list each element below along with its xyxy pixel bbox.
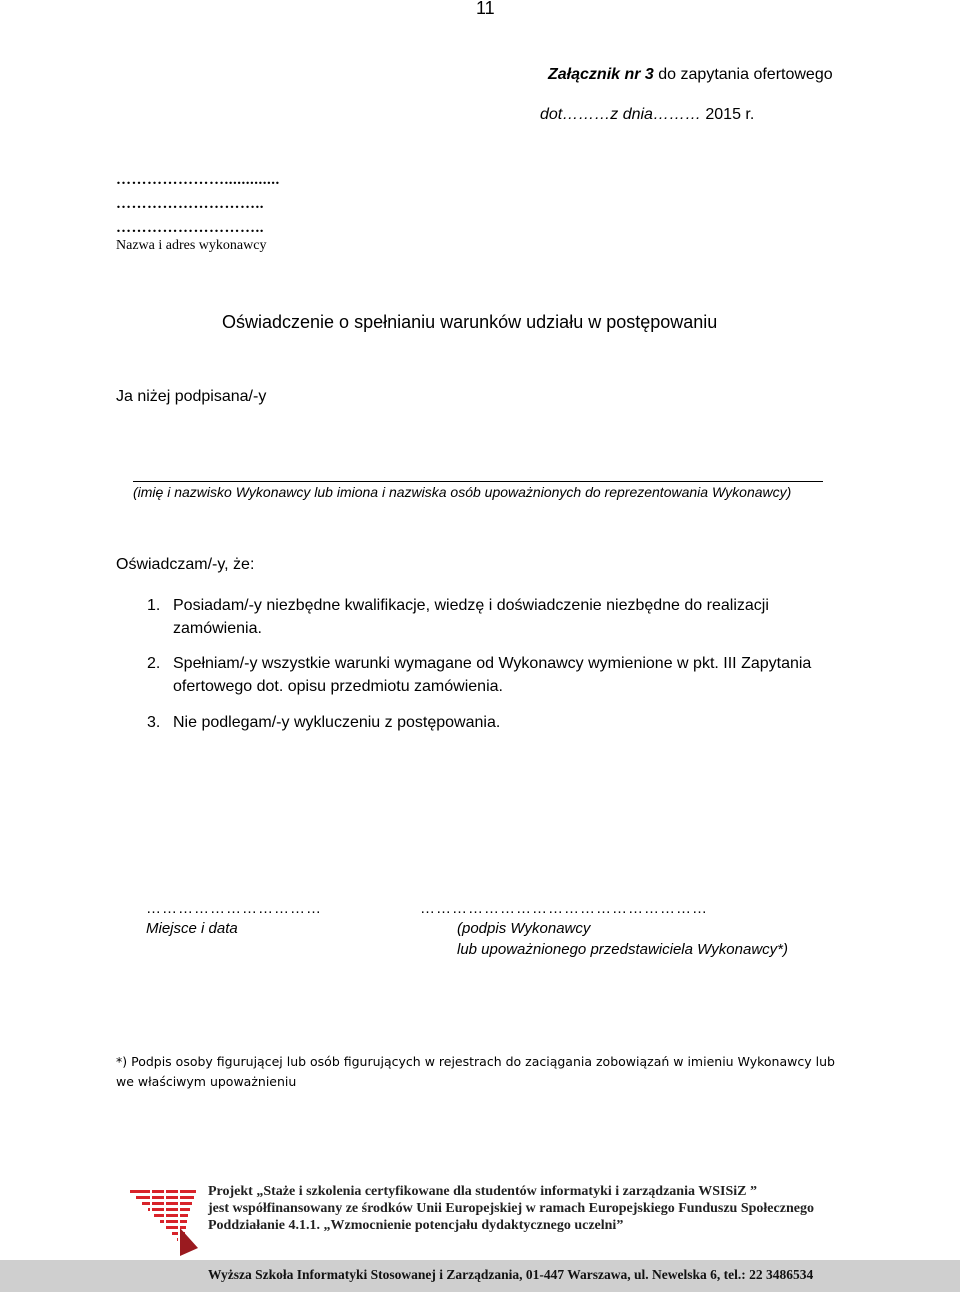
declaration-item	[147, 594, 827, 640]
project-line-3: Poddziałanie 4.1.1. „Wzmocnienie potencjału dydaktycznego uczelni”	[208, 1218, 624, 1233]
footnote: *) Podpis osoby figurującej lub osób figurujących w rejestrach do zaciągania zobowiązań w imieniu Wykonawcy lub we właściwym upoważnieniu	[116, 1054, 835, 1089]
signed-intro: Ja niżej podpisana/-y	[116, 388, 267, 405]
name-signature-rule	[133, 481, 823, 482]
footer-address: Wyższa Szkoła Informatyki Stosowanej i Zarządzania, 01-447 Warszawa, ul. Newelska 6, tel.: 22 3486534	[208, 1267, 814, 1282]
reference-year: 2015 r.	[700, 106, 755, 123]
reference-line	[540, 106, 754, 124]
document-title: Oświadczenie o spełnianiu warunków udziału w postępowaniu	[222, 312, 718, 332]
contractor-caption: Nazwa i adres wykonawcy	[116, 238, 267, 253]
signature-caption-line-1: (podpis Wykonawcy	[457, 920, 591, 937]
annex-number: Załącznik nr 3	[548, 66, 654, 83]
name-caption: (imię i nazwisko Wykonawcy lub imiona i nazwiska osób upoważnionych do reprezentowania Wykonawcy)	[133, 484, 792, 500]
declaration-intro: Oświadczam/-y, że:	[116, 556, 255, 573]
contractor-line-1: ………………….............	[116, 172, 280, 188]
place-date-dots: ……………………………	[146, 900, 322, 917]
footer-bar	[0, 1260, 960, 1292]
project-line-1: Projekt „Staże i szkolenia certyfikowane dla studentów informatyki i zarządzania WSISiZ ”	[208, 1184, 757, 1199]
item-number: 3.	[147, 714, 161, 731]
signature-dots: ………………………………………………	[420, 900, 708, 917]
item-text: Nie podlegam/-y wykluczeniu z postępowania.	[173, 714, 501, 731]
reference-date: dot………z dnia………	[540, 106, 701, 123]
annex-rest: do zapytania ofertowego	[653, 66, 833, 83]
declaration-item	[147, 711, 827, 734]
project-line-2: jest współfinansowany ze środków Unii Europejskiej w ramach Europejskiego Funduszu Społecznego	[208, 1201, 814, 1216]
place-date-caption: Miejsce i data	[146, 920, 238, 937]
wsisiz-logo-icon	[130, 1188, 200, 1258]
item-number: 1.	[147, 597, 161, 614]
page-number: 11	[476, 0, 495, 18]
contractor-line-3: ………………………..	[116, 220, 264, 236]
annex-heading	[548, 66, 833, 84]
signature-caption-line-2: lub upoważnionego przedstawiciela Wykonawcy*)	[457, 941, 789, 958]
item-text: Spełniam/-y wszystkie warunki wymagane od Wykonawcy wymienione w pkt. III Zapytania ofertowego dot. opisu przedmiotu zamówienia.	[173, 655, 812, 695]
item-text: Posiadam/-y niezbędne kwalifikacje, wiedzę i doświadczenie niezbędne do realizacji zamówienia.	[173, 597, 769, 637]
contractor-line-2: ………………………..	[116, 196, 264, 212]
declaration-item	[147, 652, 827, 698]
item-number: 2.	[147, 655, 161, 672]
